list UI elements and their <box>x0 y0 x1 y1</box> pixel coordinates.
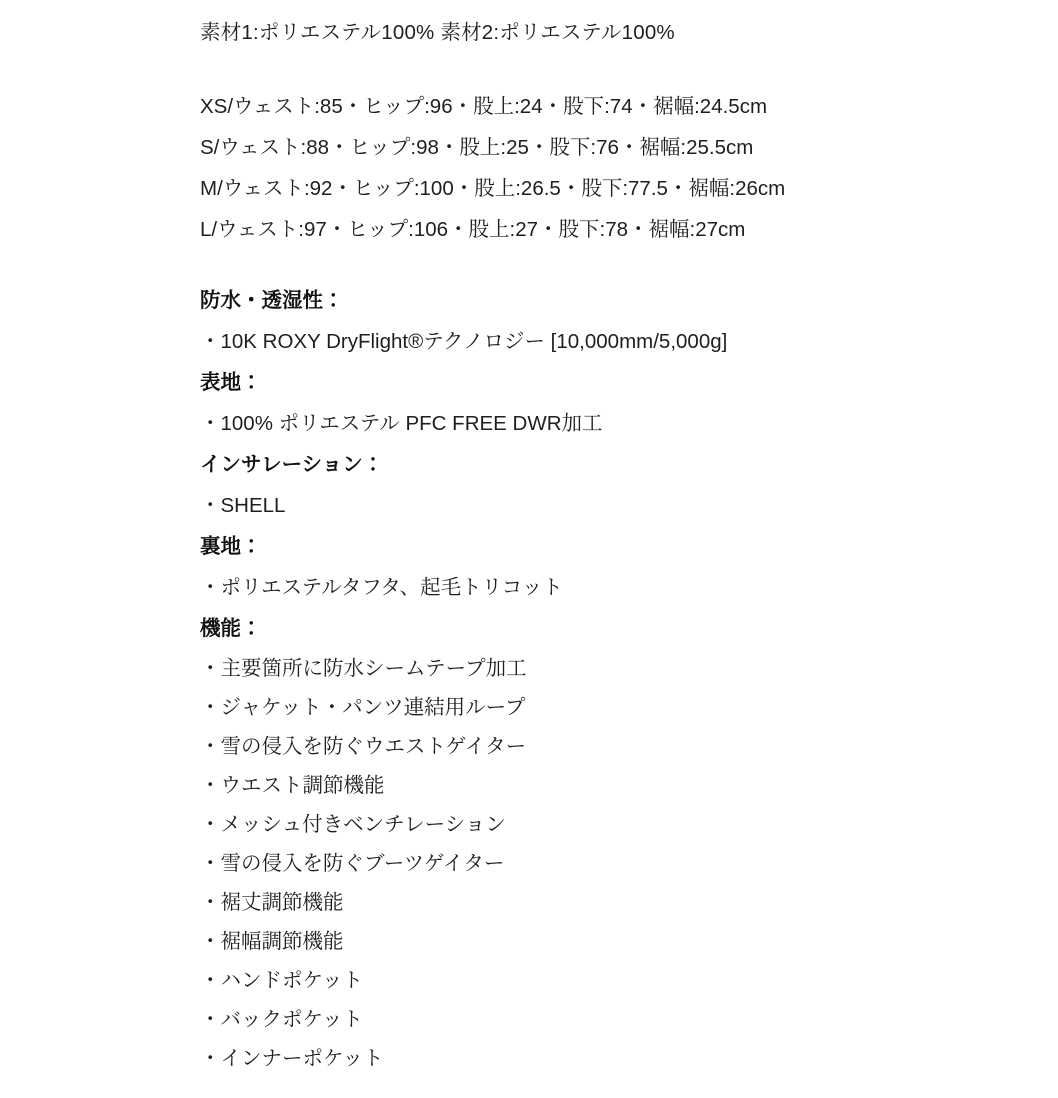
feature-item: ・雪の侵入を防ぐウエストゲイター <box>200 735 527 758</box>
feature-item: ・バックポケット <box>200 1008 363 1031</box>
technical-sections <box>200 280 1018 1078</box>
section-heading-features: 機能： <box>200 617 262 640</box>
feature-item: ・インナーポケット <box>200 1047 384 1070</box>
section-heading-insulation: インサレーション： <box>200 453 384 476</box>
feature-item: ・ウエスト調節機能 <box>200 774 385 797</box>
section-shell-fabric <box>200 362 1018 444</box>
section-item-shell-fabric-0: ・100% ポリエステル PFC FREE DWR加工 <box>200 412 603 435</box>
size-spec-list <box>200 86 1018 250</box>
size-spec-m: M/ウェスト:92・ヒップ:100・股上:26.5・股下:77.5・裾幅:26cm <box>200 177 786 200</box>
feature-item: ・メッシュ付きベンチレーション <box>200 813 506 836</box>
size-spec-s: S/ウェスト:88・ヒップ:98・股上:25・股下:76・裾幅:25.5cm <box>200 136 754 159</box>
feature-item: ・裾丈調節機能 <box>200 891 344 914</box>
feature-item: ・ジャケット・パンツ連結用ループ <box>200 696 526 719</box>
section-heading-waterproof: 防水・透湿性： <box>200 289 344 312</box>
section-item-lining-0: ・ポリエステルタフタ、起毛トリコット <box>200 576 563 599</box>
section-heading-shell-fabric: 表地： <box>200 371 262 394</box>
section-lining <box>200 526 1018 608</box>
section-item-insulation-0: ・SHELL <box>200 494 286 517</box>
feature-item: ・ハンドポケット <box>200 969 363 992</box>
feature-item: ・主要箇所に防水シームテープ加工 <box>200 657 527 680</box>
feature-item: ・裾幅調節機能 <box>200 930 344 953</box>
section-insulation <box>200 444 1018 526</box>
material-composition-line: 素材1:ポリエステル100% 素材2:ポリエステル100% <box>200 21 675 44</box>
feature-item: ・雪の侵入を防ぐブーツゲイター <box>200 852 505 875</box>
section-item-waterproof-0: ・10K ROXY DryFlight®テクノロジー [10,000mm/5,000g] <box>200 330 728 353</box>
size-spec-l: L/ウェスト:97・ヒップ:106・股上:27・股下:78・裾幅:27cm <box>200 218 746 241</box>
section-waterproof <box>200 280 1018 362</box>
section-features <box>200 608 1018 1078</box>
section-heading-lining: 裏地： <box>200 535 262 558</box>
size-spec-xs: XS/ウェスト:85・ヒップ:96・股上:24・股下:74・裾幅:24.5cm <box>200 95 768 118</box>
